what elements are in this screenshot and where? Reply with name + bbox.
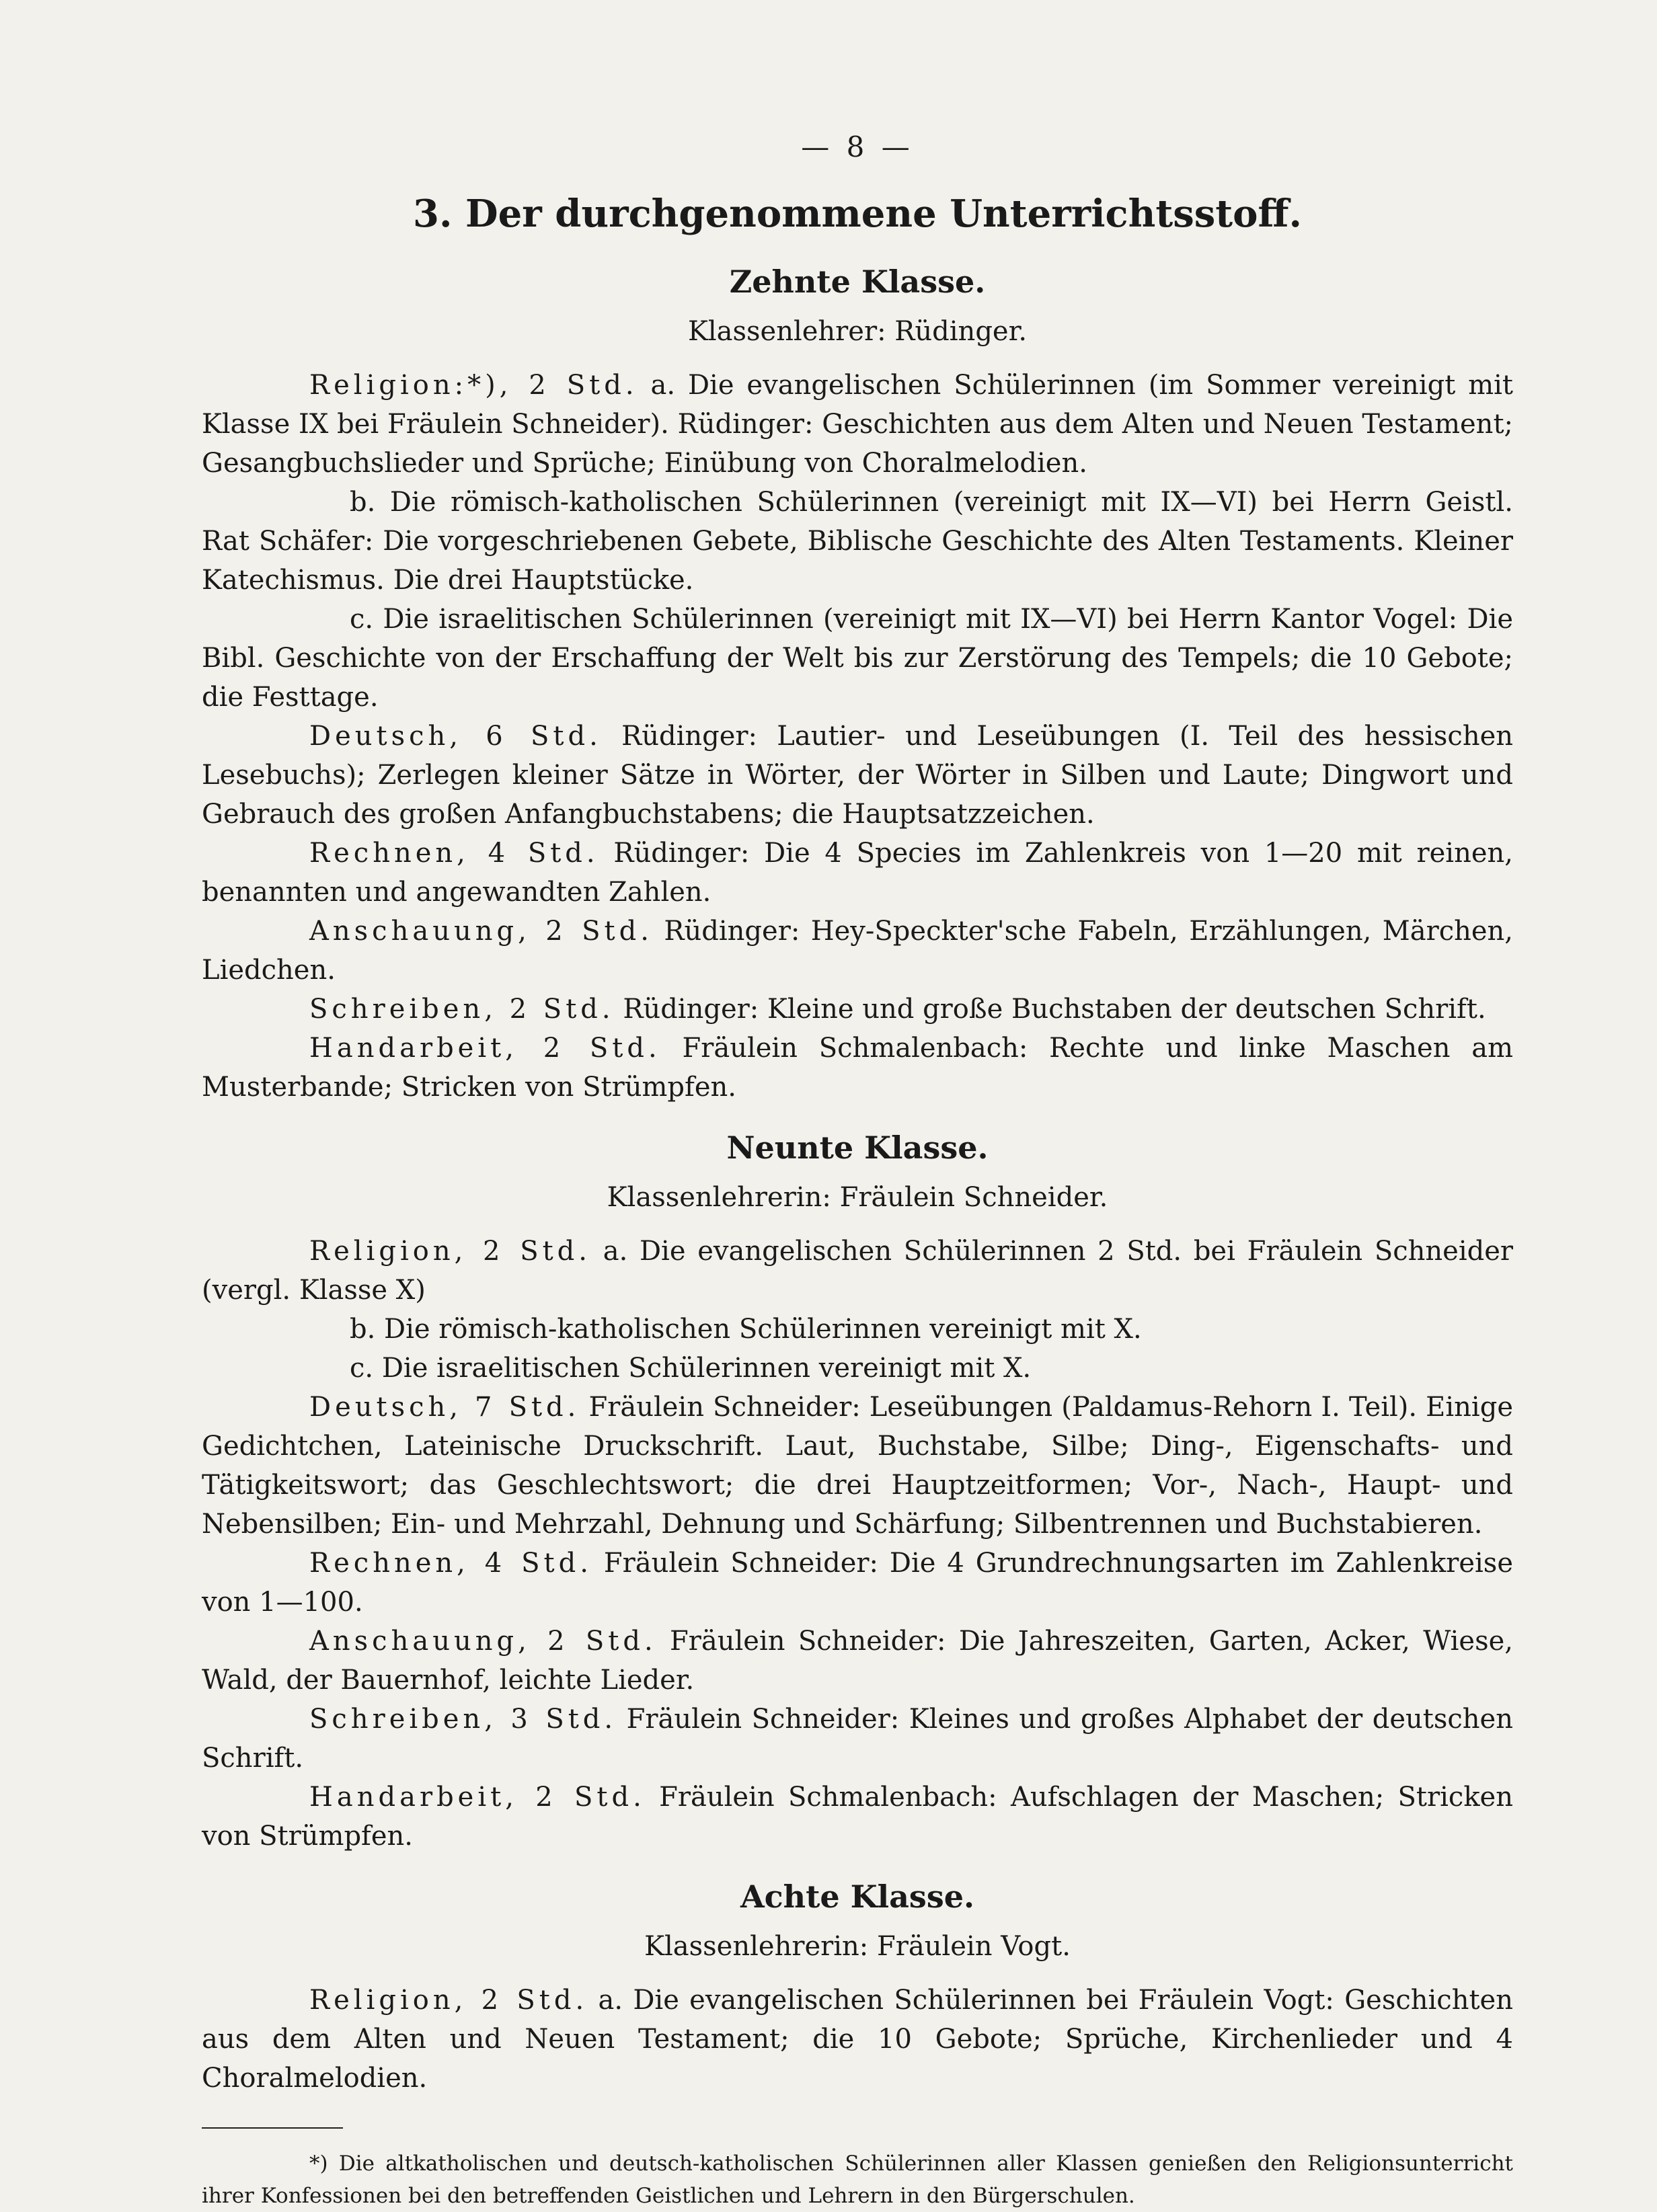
subject-label: Religion:*), 2 Std. [309, 370, 638, 401]
subject-label: Handarbeit, 2 Std. [309, 1033, 661, 1064]
paragraph-text: a. Die evangelischen Schülerinnen bei Fräulein Vogt: Geschichten aus dem Alten und Neuen Testament; die 10 Gebote; Sprüche, Kirchenlieder und 4 Choralmelodien. [202, 1985, 1513, 2094]
paragraph [202, 366, 1513, 483]
paragraph [202, 1622, 1513, 1700]
class-block [202, 1127, 1513, 1856]
paragraph-text: Fräulein Schmalenbach: Aufschlagen der Maschen; Stricken von Strümpfen. [202, 1782, 1513, 1852]
paragraph [202, 834, 1513, 912]
paragraph-text: c. Die israelitischen Schülerinnen (vereinigt mit IX—VI) bei Herrn Kantor Vogel: Die Bibl. Geschichte von der Erschaffung der Welt bis zur Zerstörung des Tempels; die 10 Gebote; die Festtage. [202, 604, 1513, 713]
paragraph [202, 1700, 1513, 1778]
subject-label: Deutsch, 7 Std. [309, 1392, 580, 1423]
class-teacher: Klassenlehrerin: Fräulein Vogt. [644, 1931, 1071, 1962]
subject-label: Anschauung, 2 Std. [309, 1626, 657, 1657]
subject-label: Religion, 2 Std. [309, 1236, 591, 1267]
subject-label: Rechnen, 4 Std. [309, 1548, 592, 1579]
paragraph [202, 1388, 1513, 1544]
paragraph [202, 912, 1513, 990]
paragraph [202, 1029, 1513, 1107]
class-title: Neunte Klasse. [726, 1130, 989, 1166]
class-block [202, 1876, 1513, 2098]
paragraph [202, 483, 1513, 600]
paragraph [202, 990, 1513, 1029]
paragraph [202, 1232, 1513, 1310]
subject-label: Schreiben, 2 Std. [309, 994, 615, 1025]
paragraph-text: Fräulein Schneider: Leseübungen (Paldamus-Rehorn I. Teil). Einige Gedichtchen, Lateinische Druckschrift. Laut, Buchstabe, Silbe; Ding-, Eigenschafts- und Tätigkeitswort; das Geschlechtswort; die drei Hauptzeitformen; Vor-, Nach-, Haupt- und Nebensilben; Ein- und Mehrzahl, Dehnung und Schärfung; Silbentrennen und Buchstabieren. [202, 1392, 1513, 1540]
paragraph-text: Fräulein Schneider: Die Jahreszeiten, Garten, Acker, Wiese, Wald, der Bauernhof, leichte Lieder. [202, 1626, 1514, 1696]
class-title: Achte Klasse. [740, 1879, 974, 1915]
subject-label: Deutsch, 6 Std. [309, 721, 602, 752]
class-teacher: Klassenlehrer: Rüdinger. [687, 316, 1028, 347]
paragraph-text: a. Die evangelischen Schülerinnen 2 Std. bei Fräulein Schneider (vergl. Klasse X) [202, 1236, 1514, 1306]
paragraph-text: b. Die römisch-katholischen Schülerinnen vereinigt mit X. [350, 1314, 1142, 1345]
paragraph [202, 1349, 1513, 1388]
class-block [202, 261, 1513, 1107]
section-title: 3. Der durchgenommene Unterrichtsstoff. [413, 192, 1302, 236]
paragraph-text: a. Die evangelischen Schülerinnen (im Sommer vereinigt mit Klasse IX bei Fräulein Schneider). Rüdinger: Geschichten aus dem Alten und Neuen Testament; Gesangbuchslieder und Sprüche; Einübung von Choralmelodien. [202, 370, 1513, 479]
subject-label: Religion, 2 Std. [309, 1985, 588, 2016]
class-title: Zehnte Klasse. [729, 264, 986, 300]
paragraph-text: Rüdinger: Kleine und große Buchstaben der deutschen Schrift. [623, 994, 1486, 1025]
paragraph-text: Rüdinger: Die 4 Species im Zahlenkreis von 1—20 mit reinen, benannten und angewandten Zahlen. [202, 838, 1513, 908]
paragraph [202, 1981, 1513, 2098]
document-page [202, 128, 1513, 2212]
subject-label: Handarbeit, 2 Std. [309, 1782, 646, 1813]
subject-label: Schreiben, 3 Std. [309, 1704, 617, 1735]
paragraph-text: Fräulein Schneider: Kleines und großes Alphabet der deutschen Schrift. [202, 1704, 1513, 1774]
paragraph-text: b. Die römisch-katholischen Schülerinnen (vereinigt mit IX—VI) bei Herrn Geistl. Rat Schäfer: Die vorgeschriebenen Gebete, Biblische Geschichte des Alten Testaments. Kleiner Katechismus. Die drei Hauptstücke. [202, 487, 1513, 596]
paragraph-text: Rüdinger: Lautier- und Leseübungen (I. Teil des hessischen Lesebuchs); Zerlegen kleiner Sätze in Wörter, der Wörter in Silben und Laute; Dingwort und Gebrauch des großen Anfangbuchstabens; die Hauptsatzzeichen. [202, 721, 1514, 830]
page-number: — 8 — [801, 130, 914, 163]
footnote: *) Die altkatholischen und deutsch-katholischen Schülerinnen aller Klassen genießen den Religionsunterricht ihrer Konfessionen bei den betreffenden Geistlichen und Lehrern in den Bürgerschulen. [202, 2151, 1513, 2208]
subject-label: Anschauung, 2 Std. [309, 916, 653, 947]
class-teacher: Klassenlehrerin: Fräulein Schneider. [607, 1182, 1108, 1213]
paragraph [202, 1544, 1513, 1622]
paragraph-text: Rüdinger: Hey-Speckter'sche Fabeln, Erzählungen, Märchen, Liedchen. [202, 916, 1514, 986]
paragraph [202, 600, 1513, 717]
subject-label: Rechnen, 4 Std. [309, 838, 599, 869]
paragraph [202, 1778, 1513, 1856]
paragraph [202, 1310, 1513, 1349]
footnote-divider [202, 2127, 343, 2129]
paragraph-text: Fräulein Schmalenbach: Rechte und linke Maschen am Musterbande; Stricken von Strümpfen. [202, 1033, 1513, 1103]
paragraph-text: c. Die israelitischen Schülerinnen vereinigt mit X. [350, 1353, 1032, 1384]
paragraph-text: Fräulein Schneider: Die 4 Grundrechnungsarten im Zahlenkreise von 1—100. [202, 1548, 1513, 1618]
paragraph [202, 717, 1513, 834]
